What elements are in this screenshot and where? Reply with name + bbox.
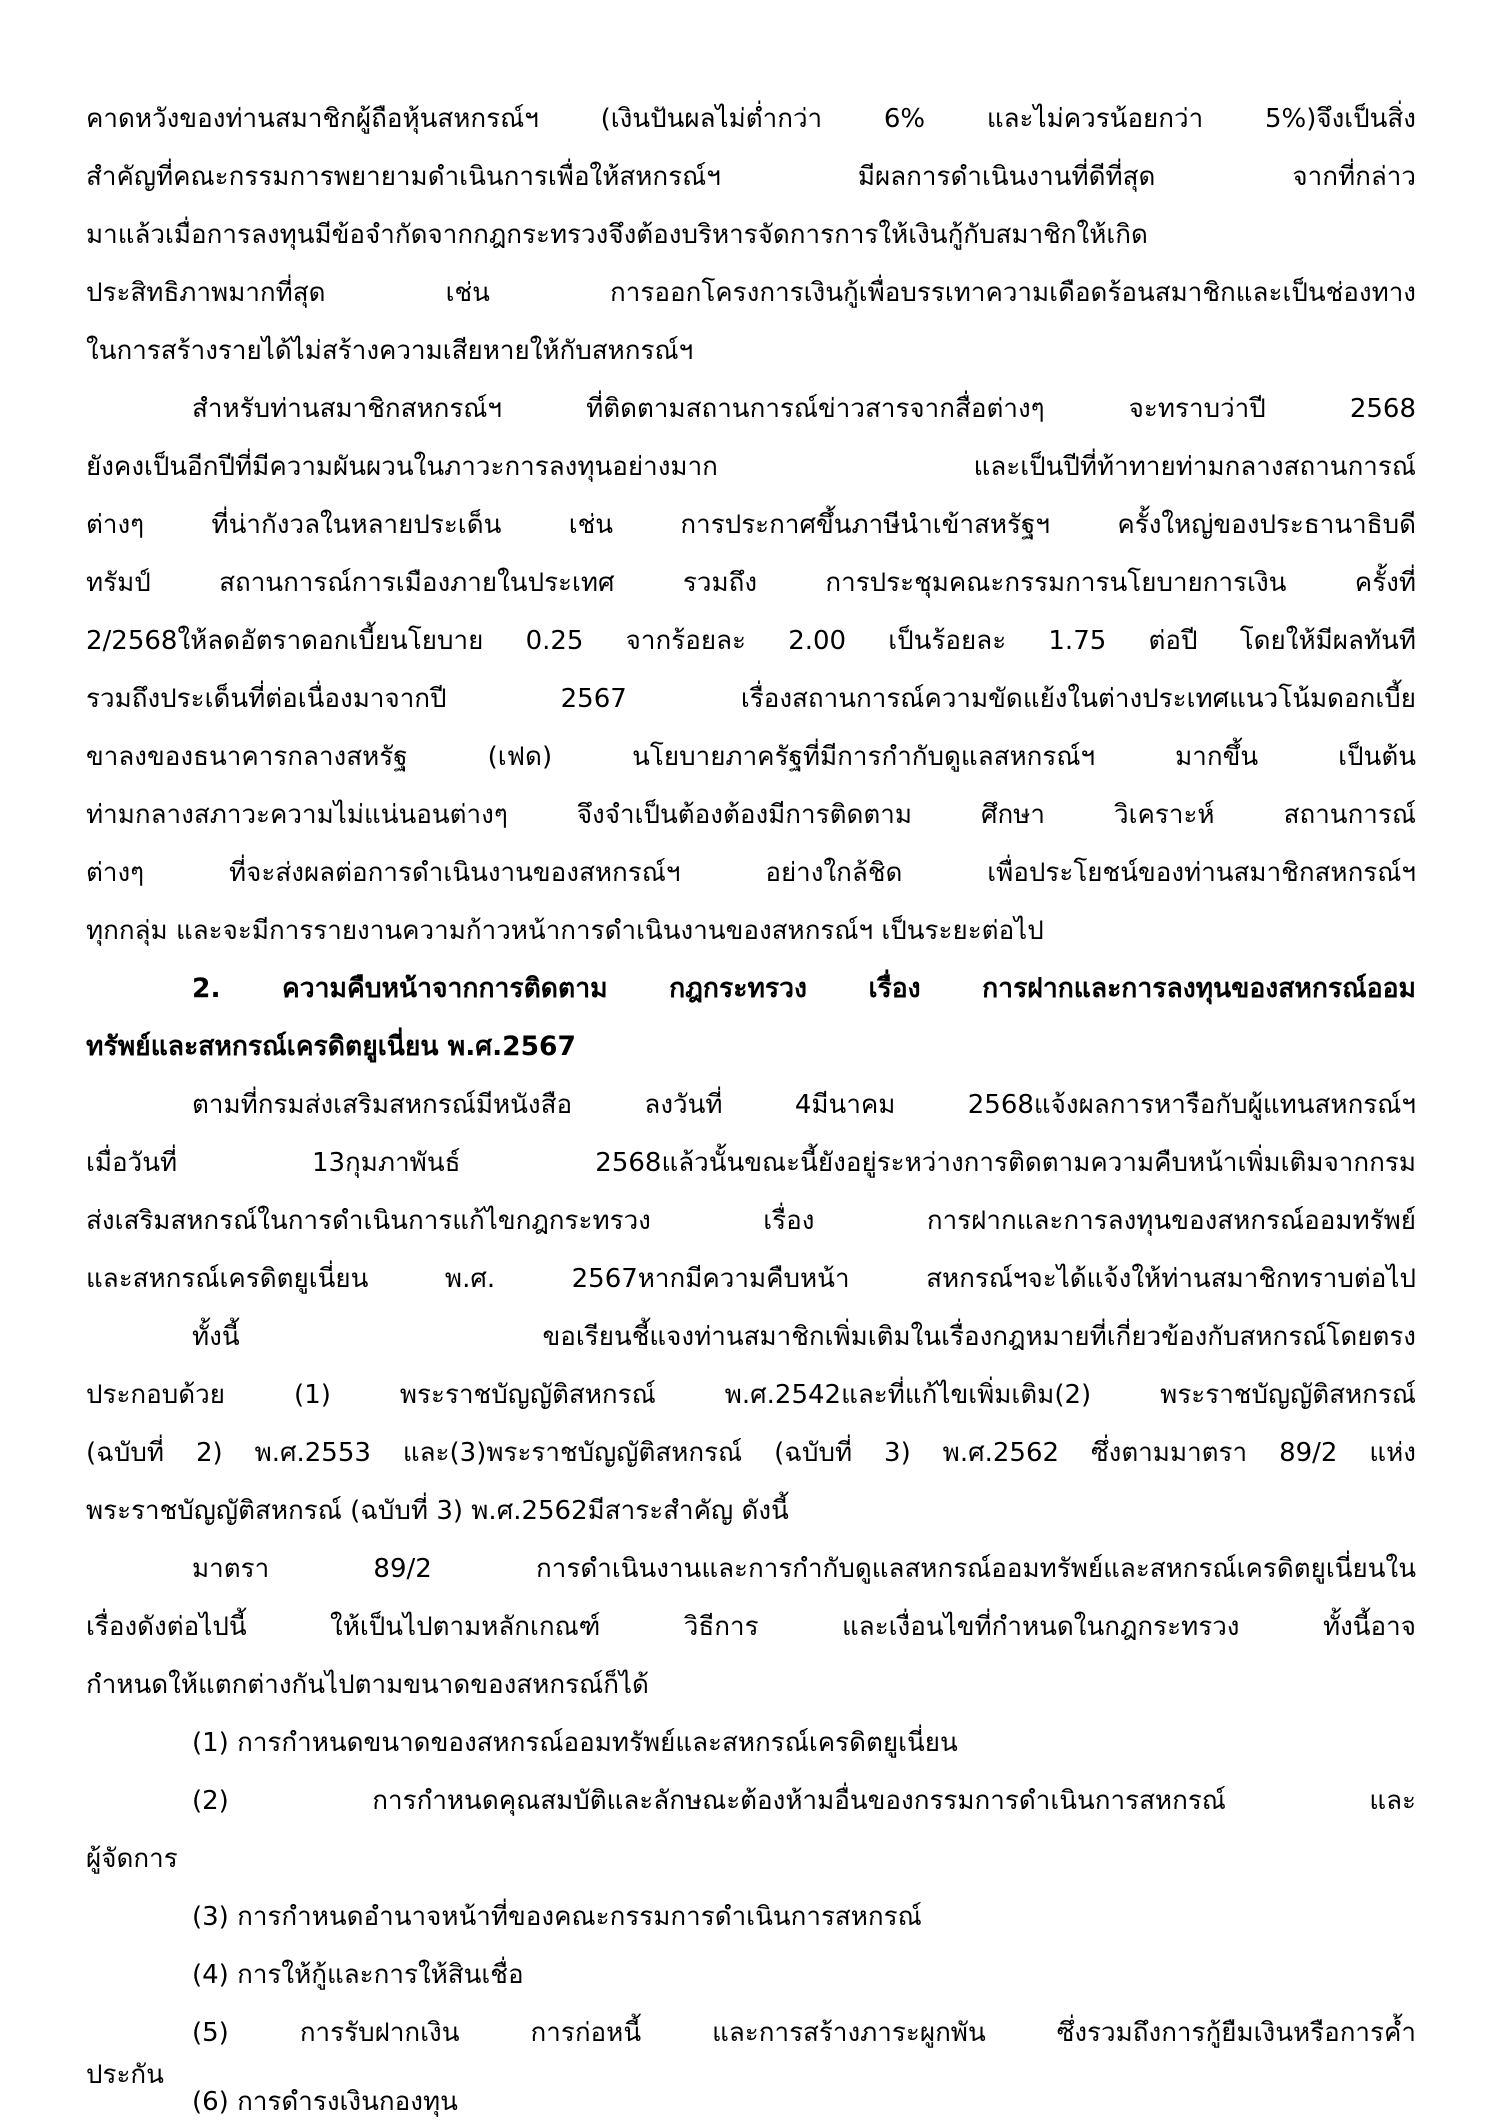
list-item-2-line-2: ผู้จัดการ xyxy=(86,1844,178,1874)
list-item-5-line-1: (5) การรับฝากเงิน การก่อหนี้ และการสร้างภาระผูกพัน ซึ่งรวมถึงการกู้ยืมเงินหรือการค้ำ xyxy=(192,2018,1416,2048)
section-heading-line-1: 2. ความคืบหน้าจากการติดตาม กฎกระทรวง เรื่อง การฝากและการลงทุนของสหกรณ์ออม xyxy=(192,973,1416,1004)
paragraph-2-line-3: ต่างๆ ที่น่ากังวลในหลายประเด็น เช่น การประกาศขึ้นภาษีนำเข้าสหรัฐฯ ครั้งใหญ่ของประธานาธิบดี xyxy=(86,510,1416,540)
paragraph-1-line-5: ในการสร้างรายได้ไม่สร้างความเสียหายให้กับสหกรณ์ฯ xyxy=(86,336,694,366)
paragraph-1-line-2: สำคัญที่คณะกรรมการพยายามดำเนินการเพื่อให้สหกรณ์ฯ มีผลการดำเนินงานที่ดีที่สุด จากที่กล่าว xyxy=(86,162,1416,192)
paragraph-3-line-2: เมื่อวันที่ 13กุมภาพันธ์ 2568แล้วนั้นขณะนี้ยังอยู่ระหว่างการติดตามความคืบหน้าเพิ่มเติมจากกรม xyxy=(86,1148,1416,1178)
paragraph-1-line-4: ประสิทธิภาพมากที่สุด เช่น การออกโครงการเงินกู้เพื่อบรรเทาความเดือดร้อนสมาชิกและเป็นช่องทาง xyxy=(86,278,1416,308)
list-item-3: (3) การกำหนดอำนาจหน้าที่ของคณะกรรมการดำเนินการสหกรณ์ xyxy=(192,1902,922,1932)
paragraph-1-line-1: คาดหวังของท่านสมาชิกผู้ถือหุ้นสหกรณ์ฯ (เงินปันผลไม่ต่ำกว่า 6% และไม่ควรน้อยกว่า 5%)จึงเป็นสิ่ง xyxy=(86,104,1416,134)
paragraph-4-line-1: ทั้งนี้ ขอเรียนชี้แจงท่านสมาชิกเพิ่มเติมในเรื่องกฎหมายที่เกี่ยวข้องกับสหกรณ์โดยตรง xyxy=(192,1322,1416,1352)
paragraph-1-line-3: มาแล้วเมื่อการลงทุนมีข้อจำกัดจากกฎกระทรวงจึงต้องบริหารจัดการการให้เงินกู้กับสมาชิกให้เกิด xyxy=(86,220,1148,250)
paragraph-2-line-4: ทรัมป์ สถานการณ์การเมืองภายในประเทศ รวมถึง การประชุมคณะกรรมการนโยบายการเงิน ครั้งที่ xyxy=(86,568,1416,598)
paragraph-5-line-2: เรื่องดังต่อไปนี้ ให้เป็นไปตามหลักเกณฑ์ วิธีการ และเงื่อนไขที่กำหนดในกฎกระทรวง ทั้งนี้อาจ xyxy=(86,1612,1416,1642)
paragraph-3-line-4: และสหกรณ์เครดิตยูเนี่ยน พ.ศ. 2567หากมีความคืบหน้า สหกรณ์ฯจะได้แจ้งให้ท่านสมาชิกทราบต่อไป xyxy=(86,1264,1416,1294)
paragraph-2-line-2: ยังคงเป็นอีกปีที่มีความผันผวนในภาวะการลงทุนอย่างมาก และเป็นปีที่ท้าทายท่ามกลางสถานการณ์ xyxy=(86,452,1416,482)
paragraph-2-line-5: 2/2568ให้ลดอัตราดอกเบี้ยนโยบาย 0.25 จากร้อยละ 2.00 เป็นร้อยละ 1.75 ต่อปี โดยให้มีผลทันที xyxy=(86,626,1416,656)
paragraph-5-line-1: มาตรา 89/2 การดำเนินงานและการกำกับดูแลสหกรณ์ออมทรัพย์และสหกรณ์เครดิตยูเนี่ยนใน xyxy=(192,1554,1416,1584)
paragraph-4-line-3: (ฉบับที่ 2) พ.ศ.2553 และ(3)พระราชบัญญัติสหกรณ์ (ฉบับที่ 3) พ.ศ.2562 ซึ่งตามมาตรา 89/2 แห่ง xyxy=(86,1438,1416,1468)
list-item-4: (4) การให้กู้และการให้สินเชื่อ xyxy=(192,1960,524,1990)
paragraph-2-line-6: รวมถึงประเด็นที่ต่อเนื่องมาจากปี 2567 เรื่องสถานการณ์ความขัดแย้งในต่างประเทศแนวโน้มดอกเบี้ย xyxy=(86,684,1416,714)
paragraph-5-line-3: กำหนดให้แตกต่างกันไปตามขนาดของสหกรณ์ก็ได้ xyxy=(86,1670,649,1700)
list-item-6: (6) การดำรงเงินกองทุน xyxy=(192,2087,458,2117)
list-item-2-line-1: (2) การกำหนดคุณสมบัติและลักษณะต้องห้ามอื่นของกรรมการดำเนินการสหกรณ์ และ xyxy=(192,1786,1416,1816)
paragraph-2-line-1: สำหรับท่านสมาชิกสหกรณ์ฯ ที่ติดตามสถานการณ์ข่าวสารจากสื่อต่างๆ จะทราบว่าปี 2568 xyxy=(192,394,1416,424)
list-item-1: (1) การกำหนดขนาดของสหกรณ์ออมทรัพย์และสหกรณ์เครดิตยูเนี่ยน xyxy=(192,1728,958,1758)
section-heading-line-2: ทรัพย์และสหกรณ์เครดิตยูเนี่ยน พ.ศ.2567 xyxy=(86,1031,576,1062)
paragraph-2-line-9: ต่างๆ ที่จะส่งผลต่อการดำเนินงานของสหกรณ์ฯ อย่างใกล้ชิด เพื่อประโยชน์ของท่านสมาชิกสหกรณ์ฯ xyxy=(86,858,1416,888)
paragraph-3-line-3: ส่งเสริมสหกรณ์ในการดำเนินการแก้ไขกฎกระทรวง เรื่อง การฝากและการลงทุนของสหกรณ์ออมทรัพย์ xyxy=(86,1206,1416,1236)
paragraph-4-line-4: พระราชบัญญัติสหกรณ์ (ฉบับที่ 3) พ.ศ.2562มีสาระสำคัญ ดังนี้ xyxy=(86,1496,789,1526)
paragraph-2-line-7: ขาลงของธนาคารกลางสหรัฐ (เฟด) นโยบายภาครัฐที่มีการกำกับดูแลสหกรณ์ฯ มากขึ้น เป็นต้น xyxy=(86,742,1416,772)
list-item-5-line-2: ประกัน xyxy=(86,2060,164,2090)
paragraph-3-line-1: ตามที่กรมส่งเสริมสหกรณ์มีหนังสือ ลงวันที่ 4มีนาคม 2568แจ้งผลการหารือกับผู้แทนสหกรณ์ฯ xyxy=(192,1090,1416,1120)
paragraph-2-line-10: ทุกกลุ่ม และจะมีการรายงานความก้าวหน้าการดำเนินงานของสหกรณ์ฯ เป็นระยะต่อไป xyxy=(86,916,1044,946)
paragraph-2-line-8: ท่ามกลางสภาวะความไม่แน่นอนต่างๆ จึงจำเป็นต้องต้องมีการติดตาม ศึกษา วิเคราะห์ สถานการณ์ xyxy=(86,800,1416,830)
paragraph-4-line-2: ประกอบด้วย (1) พระราชบัญญัติสหกรณ์ พ.ศ.2542และที่แก้ไขเพิ่มเติม(2) พระราชบัญญัติสหกรณ์ xyxy=(86,1380,1416,1410)
